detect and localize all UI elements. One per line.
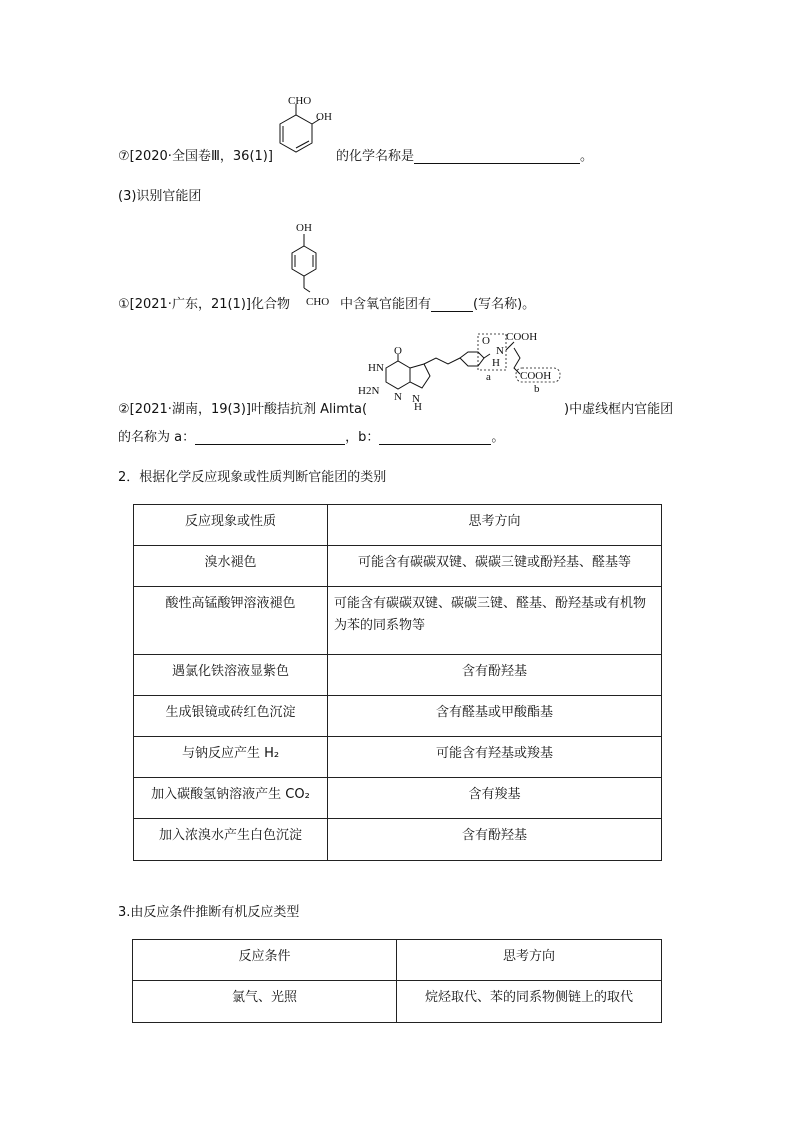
answer-blank-b[interactable]: [379, 430, 491, 445]
table-cell: 生成银镜或砖红色沉淀: [134, 696, 328, 737]
table-row: [134, 819, 662, 861]
mol-label: a: [486, 371, 491, 383]
mol-label: CHO: [306, 296, 330, 308]
table-row: [133, 981, 662, 1023]
table-cell: 可能含有碳碳双键、碳碳三键、醛基、酚羟基或有机物为苯的同系物等: [328, 587, 662, 655]
table-cell: 含有酚羟基: [328, 655, 662, 696]
table-cell: 氯气、光照: [133, 981, 397, 1023]
table-cell: 可能含有碳碳双键、碳碳三键或酚羟基、醛基等: [328, 546, 662, 587]
table-cell: 可能含有羟基或羧基: [328, 737, 662, 778]
mol-label: N: [496, 345, 504, 357]
mol-label: N: [412, 393, 420, 405]
table-row: [134, 587, 662, 655]
q1-suffix: (写名称)。: [473, 297, 536, 312]
table-header-row: [133, 940, 662, 981]
q7-suffix: 的化学名称是: [336, 149, 415, 164]
answer-blank[interactable]: [431, 297, 473, 312]
table-row: [134, 655, 662, 696]
table-cell: 遇氯化铁溶液显紫色: [134, 655, 328, 696]
q7-end: 。: [580, 149, 594, 164]
mol-label: O: [482, 335, 490, 347]
q1-mid: 中含氧官能团有: [340, 297, 432, 312]
subsection-title: (3)识别官能团: [118, 189, 202, 204]
table-cell: 加入碳酸氢钠溶液产生 CO₂: [134, 778, 328, 819]
table-row: [134, 696, 662, 737]
mol-label: H: [414, 401, 422, 412]
mol-label: OH: [316, 111, 332, 123]
table-cell: 烷烃取代、苯的同系物侧链上的取代: [397, 981, 662, 1023]
table-cell: 加入浓溴水产生白色沉淀: [134, 819, 328, 861]
table-cell: 含有醛基或甲酸酯基: [328, 696, 662, 737]
mol-label: OH: [296, 222, 312, 234]
table-cell: 含有酚羟基: [328, 819, 662, 861]
mol-label: H: [492, 357, 500, 369]
section3-title: 3.由反应条件推断有机反应类型: [118, 905, 300, 920]
mol-label: N: [394, 391, 402, 403]
mol-label: CHO: [288, 95, 312, 107]
table-header-cell: 反应现象或性质: [134, 505, 328, 546]
mol-label: COOH: [520, 370, 552, 382]
table-row: [134, 778, 662, 819]
answer-blank[interactable]: [414, 149, 580, 164]
salicylaldehyde-structure: [268, 92, 338, 164]
hydroxybenzaldehyde-structure: [282, 218, 344, 310]
table-header-cell: 思考方向: [397, 940, 662, 981]
q1-prefix: ①[2021·广东，21(1)]化合物: [118, 297, 290, 312]
q7-prefix: ⑦[2020·全国卷Ⅲ，36(1)]: [118, 149, 273, 164]
q2-suffix: )中虚线框内官能团: [564, 402, 674, 417]
functional-group-table: [133, 504, 662, 861]
q2-line2-end: 。: [491, 430, 505, 445]
reaction-condition-table: [132, 939, 662, 1023]
q1-text: [340, 293, 535, 312]
table-cell: 含有羧基: [328, 778, 662, 819]
mol-label: H2N: [358, 385, 380, 397]
mol-label: b: [534, 383, 540, 395]
table-header-row: [134, 505, 662, 546]
mol-label: COOH: [506, 331, 538, 343]
mol-label: O: [394, 345, 402, 357]
table-cell: 与钠反应产生 H₂: [134, 737, 328, 778]
alimta-structure: [356, 328, 566, 412]
section2-title: 2．根据化学反应现象或性质判断官能团的类别: [118, 470, 387, 485]
table-header-cell: 反应条件: [133, 940, 397, 981]
q7-text: [336, 145, 593, 164]
table-row: [134, 546, 662, 587]
q2-line2: [118, 426, 504, 445]
table-row: [134, 737, 662, 778]
q2-prefix: ②[2021·湖南，19(3)]叶酸拮抗剂 Alimta(: [118, 402, 368, 417]
q2-line2-mid: ，b：: [345, 430, 380, 445]
table-cell: 溴水褪色: [134, 546, 328, 587]
q2-line2-prefix: 的名称为 a：: [118, 430, 196, 445]
table-header-cell: 思考方向: [328, 505, 662, 546]
answer-blank-a[interactable]: [195, 430, 345, 445]
mol-label: HN: [368, 362, 384, 374]
table-cell: 酸性高锰酸钾溶液褪色: [134, 587, 328, 655]
